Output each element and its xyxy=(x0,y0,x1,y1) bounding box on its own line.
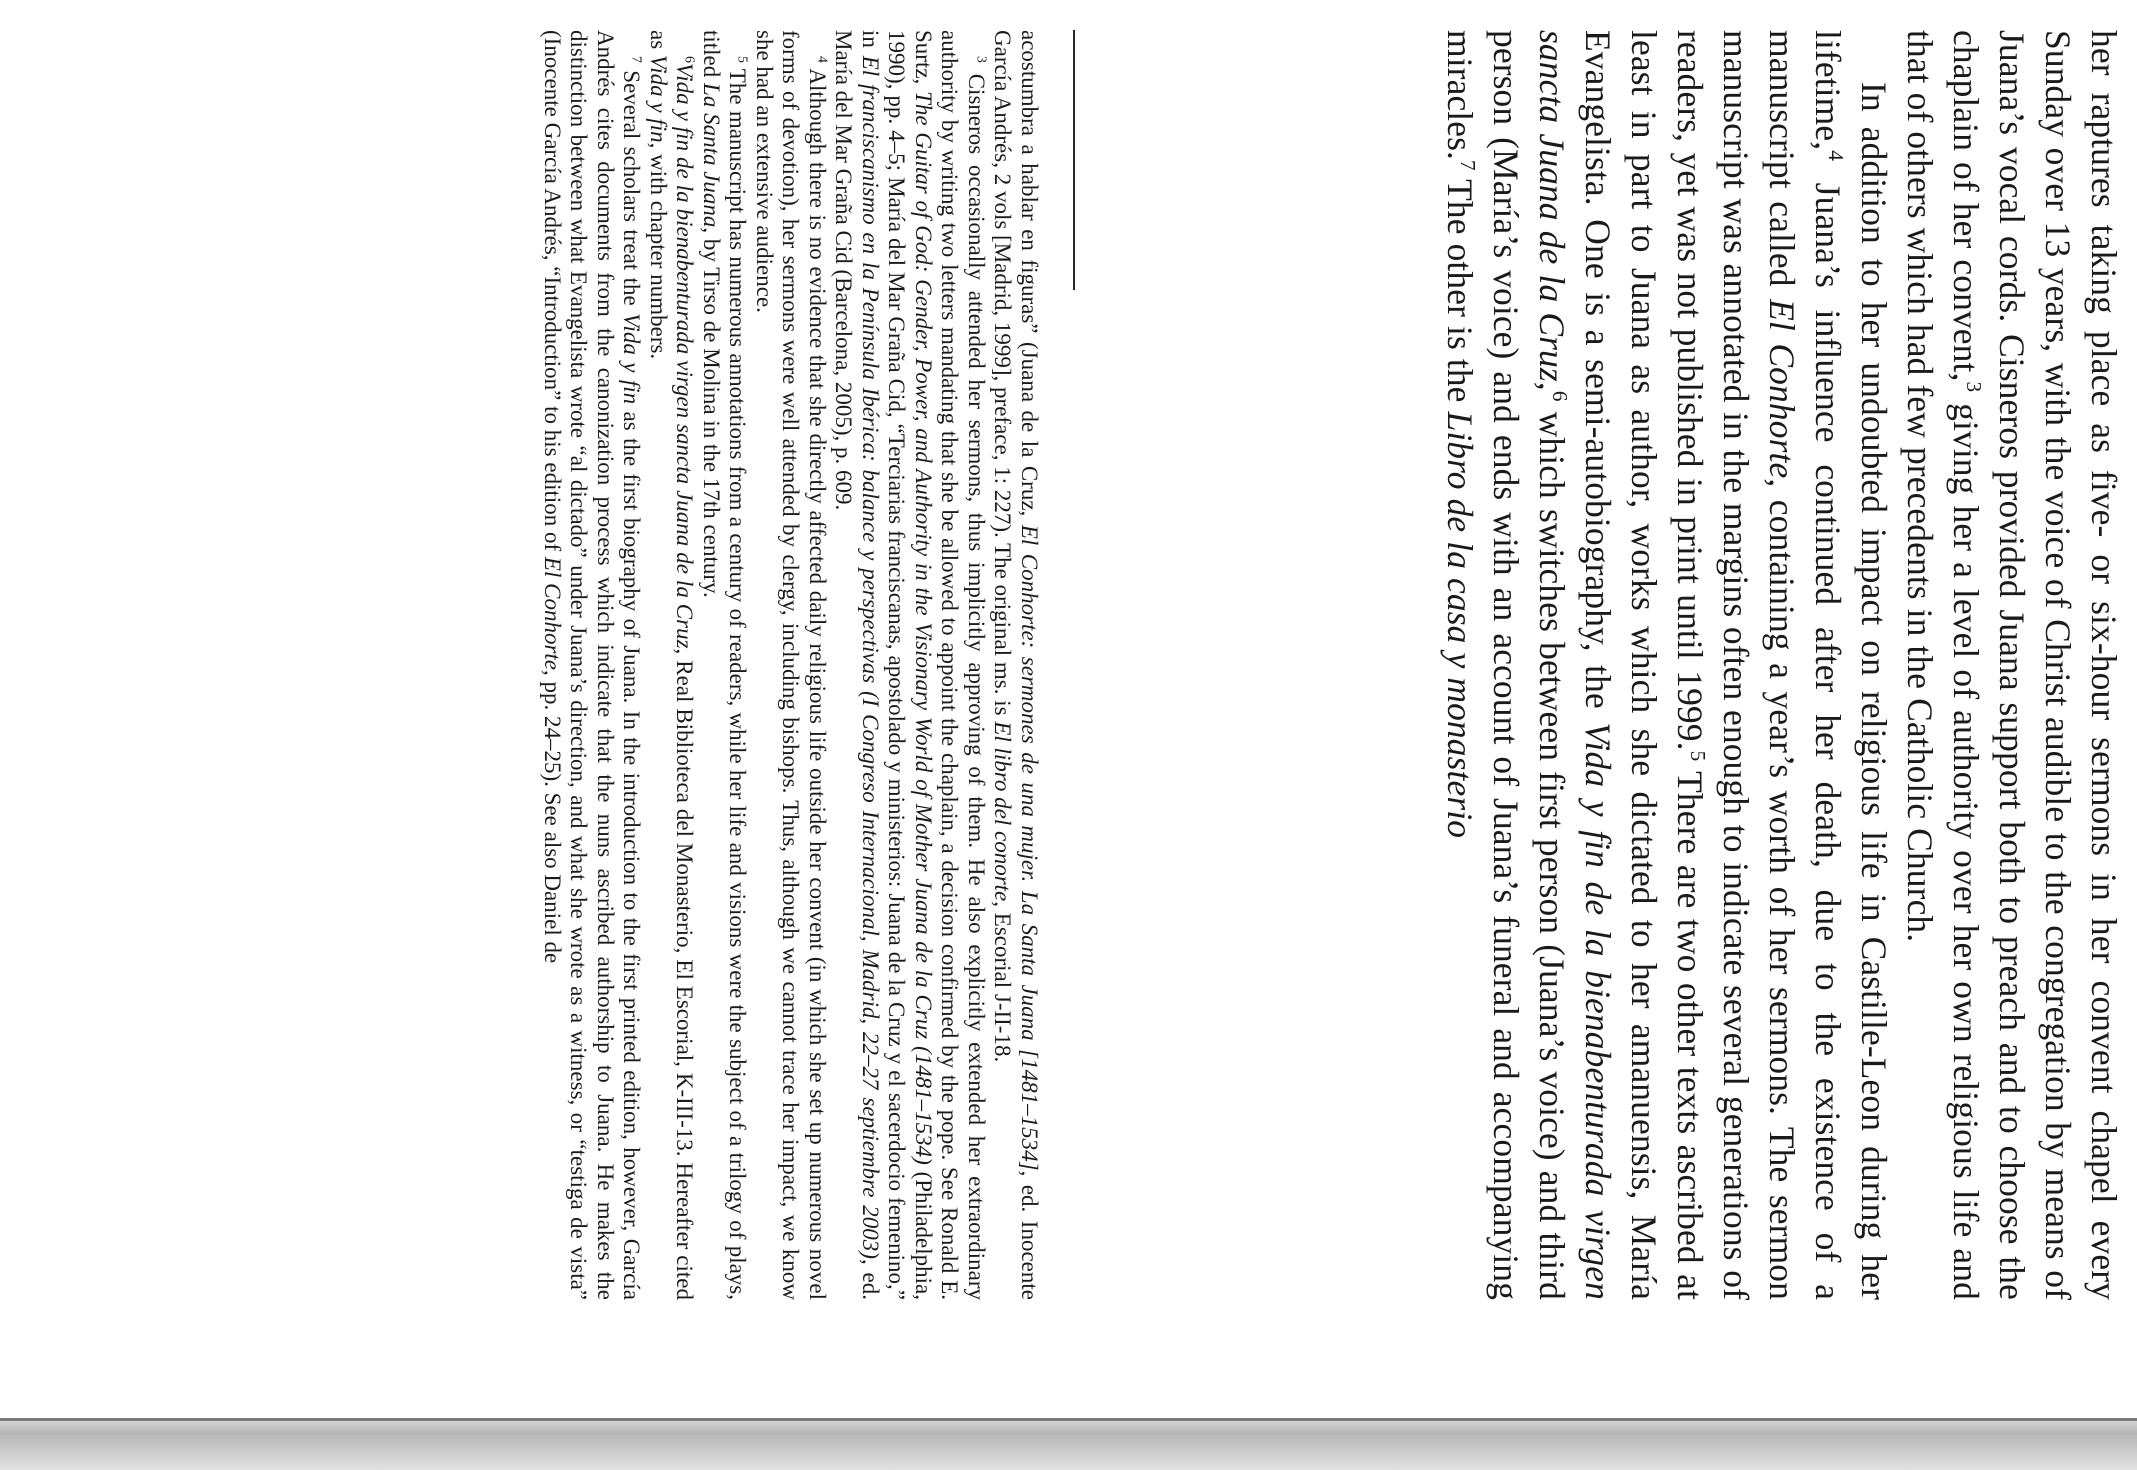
footnote-text-run: Several scholars treat the xyxy=(619,62,645,314)
footnotes xyxy=(539,30,1043,1300)
work-title: Vida y fin xyxy=(646,54,671,143)
work-title: La Santa Juana xyxy=(699,83,724,228)
work-title: Vida y fin de la bienabenturada virgen sancta Juana de la Cruz xyxy=(1532,30,1618,1300)
work-title: Vida y fin xyxy=(619,313,645,405)
footnote-7 xyxy=(539,30,645,1300)
body-paragraph-2 xyxy=(1437,30,1897,1300)
body-paragraph-1 xyxy=(1897,30,2127,1300)
scanner-edge-shadow xyxy=(0,1418,2137,1470)
body-text-run: , xyxy=(1532,381,1572,391)
footnote-text-run: Cisneros occasionally attended her sermons, thus implicitly approving of them. He also explicitly extended her extraordinary authority by writing two letters mandating that she be allowed to appoint the chaplain, a decision confirmed by the pope. See Ronald E. Surtz, xyxy=(911,30,989,1300)
footnote-ref-4: 4 xyxy=(1823,150,1848,161)
work-title: El franciscanismo en la Península Ibérica: balance y perspectivas (I Congreso Internacional, Madrid, 22–27 septiembre 2003) xyxy=(858,55,883,1259)
body-text xyxy=(1437,30,2127,1300)
body-text-run: There are two other texts ascribed at least in part to Juana as author, works which she dictated to her amanuensis, María Evangelista. One is a semi-autobiography, the xyxy=(1578,30,1710,1300)
work-title: The Guitar of God: Gender, Power, and Authority in the Visionary World of Mother Juana de la Cruz (1481–1534) xyxy=(911,91,936,1165)
footnote-text-run: , ed. María del Mar Graña Cid (Barcelona, 2005), p. 609. xyxy=(831,30,883,1300)
footnote-text-run: acostumbra a hablar en figuras” (Juana de la Cruz, xyxy=(1017,30,1042,525)
footnote-text-run: , pp. 24–25). See also Daniel de xyxy=(540,670,565,964)
footnote-ref-6: 6 xyxy=(1547,390,1572,402)
body-text-run: The other is the xyxy=(1440,170,1480,412)
footnote-number: 7 xyxy=(630,56,646,63)
work-title: El Conhorte xyxy=(1762,299,1802,479)
footnote-4 xyxy=(751,30,831,1300)
footnote-number: 3 xyxy=(974,56,990,63)
footnote-3 xyxy=(830,30,989,1300)
body-text-run: , containing a year’s worth of her sermons. The sermon manuscript was annotated in the margins often enough to indicate several generations of readers, yet was not published in print until 1999. xyxy=(1670,30,1802,1300)
footnote-text-run: , with chapter numbers. xyxy=(646,142,671,360)
footnote-text-run: Although there is no evidence that she directly affected daily religious life outside her convent (in which she set up numerous novel forms of devotion), her sermons were well attended by clergy, including bishops. Thus, although we cannot trace her impact, we know she had an extensive audience. xyxy=(752,30,830,1300)
work-title: El libro del conorte xyxy=(990,721,1016,902)
body-text-run: giving her a level of authority over her own religious life and that of others which had few precedents in the Catholic Church. xyxy=(1900,30,1986,1300)
footnote-number: 4 xyxy=(815,56,831,63)
scanner-edge-line xyxy=(0,1418,2137,1421)
work-title: Vida y fin de la bienabenturada virgen sancta Juana de la Cruz xyxy=(672,62,698,649)
footnote-number: 5 xyxy=(736,56,752,63)
footnote-text-run: (Philadelphia, 1990), pp. 4–5; María del Mar Graña Cid, “Terciarias franciscanas, apostolado y ministerios: Juana de la Cruz y el sacerdocio femenino,” in xyxy=(858,30,936,1300)
footnote-text-run: as the first biography of Juana. In the introduction to the first printed edition, however, García Andrés cites documents from the canonization process which indicate that the nuns ascribed authorship to Juana. He makes the distinction between what Evangelista wrote “al dictado” under Juana’s direction, and what she wrote as a witness, or “testiga de vista” (Inocente García Andrés, “Introduction” to his edition of xyxy=(540,30,645,1300)
footnote-text-run: , by Tirso de Molina in the 17th century. xyxy=(699,227,724,598)
body-text-run: Juana’s influence continued after her death, due to the existence of a manuscript called xyxy=(1762,30,1848,1300)
work-title: Libro de la casa y monasterio xyxy=(1440,411,1480,839)
footnote-separator-rule xyxy=(1073,30,1075,290)
footnote-ref-5: 5 xyxy=(1685,750,1710,762)
footnote-6 xyxy=(645,30,698,1300)
work-title: El Conhorte: sermones de una mujer. La Santa Juana [1481–1534] xyxy=(1017,524,1042,1171)
footnote-ref-3: 3 xyxy=(1961,381,1986,393)
footnote-text-run: , Real Biblioteca del Monasterio, El Escorial, K-III-13. Hereafter cited as xyxy=(646,30,698,1300)
footnote-continuation xyxy=(989,30,1042,1300)
body-text-run: which switches between first person (Juana’s voice) and third person (María’s voice) and ends with an account of Juana’s funeral and accompanying miracles. xyxy=(1440,30,1572,1300)
footnote-ref-7: 7 xyxy=(1455,160,1480,171)
footnote-text-run: , Escorial J-II-18. xyxy=(990,901,1016,1063)
body-text-run: her raptures taking place as five- or six-hour sermons in her convent chapel every Sunday over 13 years, with the voice of Christ audible to the congregation by means of Juana’s vocal cords. Cisneros provided Juana support both to preach and to choose the chaplain of her convent, xyxy=(1946,30,2124,1300)
footnote-5 xyxy=(698,30,751,1300)
body-text-run: In addition to her undoubted impact on religious life in Castille-Leon during her lifetime, xyxy=(1808,30,1894,1300)
footnote-number: 6 xyxy=(683,56,699,63)
footnote-text-run: The manuscript has numerous annotations from a century of readers, while her life and visions were the subject of a trilogy of plays, titled xyxy=(699,30,751,1300)
footnote-text-run: , ed. Inocente García Andrés, 2 vols [Madrid, 1999], preface, 1: 227). The original ms. is xyxy=(990,30,1042,1300)
work-title: El Conhorte xyxy=(540,556,565,671)
